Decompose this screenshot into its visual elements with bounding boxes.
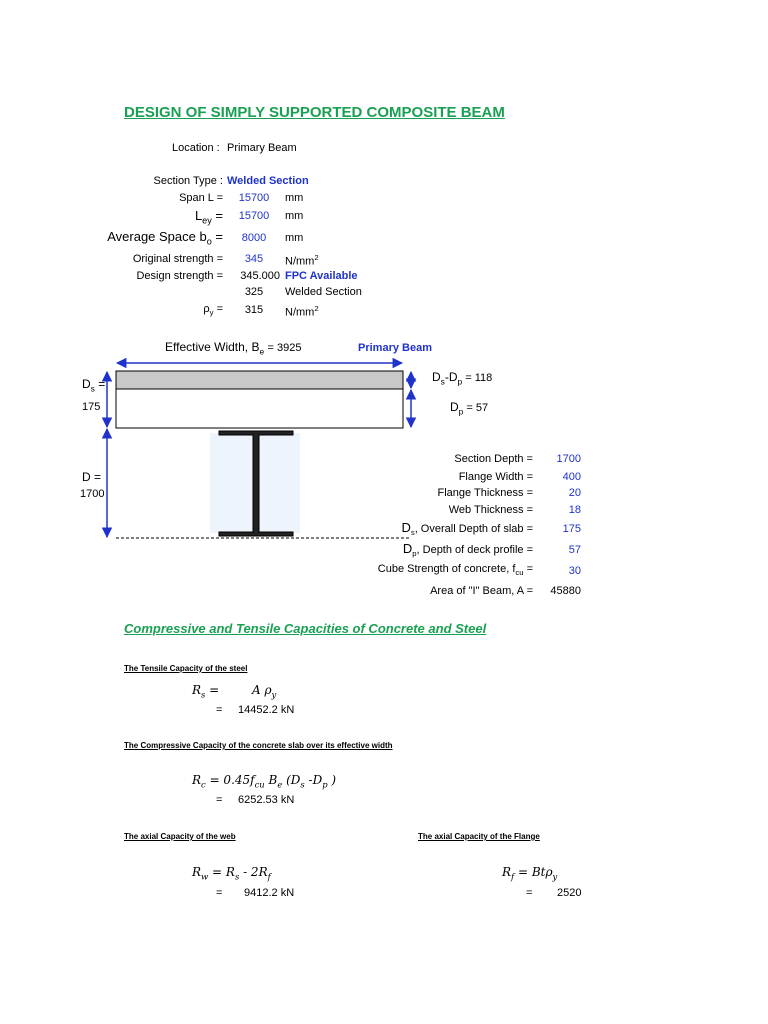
capacities-title: Compressive and Tensile Capacities of Concrete and Steel [124, 621, 487, 636]
web-thickness-label: Web Thickness = [448, 504, 533, 516]
ds-value: 175 [82, 401, 101, 413]
cube-strength-label: Cube Strength of concrete, $f_{cu}$ = [377, 563, 533, 578]
effective-width-label: Effective Width, $B_e = 3925$ [165, 340, 302, 357]
ley-label: $L_{ey}$ = [194, 208, 223, 226]
d-value: 1700 [80, 488, 105, 500]
overall-depth-slab-value: 175 [562, 523, 581, 535]
section-type-value: Welded Section [227, 175, 309, 187]
py-value: 315 [244, 304, 264, 316]
ds-label: $D_s$ = [82, 377, 106, 394]
web-thickness-value: 18 [568, 504, 581, 516]
deck-profile [116, 389, 403, 428]
py-label: $\rho_y$ = [203, 303, 223, 318]
deck-profile-depth-label: $D_p$, Depth of deck profile = [402, 541, 533, 559]
location-label: Location : [172, 142, 220, 154]
web-result: 9412.2 kN [244, 887, 295, 899]
beam-area-value: 45880 [550, 585, 581, 597]
orig-strength-value: 345 [244, 253, 264, 265]
section-depth-value: 1700 [556, 453, 581, 465]
flange-thickness-label: Flange Thickness = [437, 487, 533, 499]
design-strength-value: 345.000 [240, 270, 280, 282]
location-value: Primary Beam [227, 142, 297, 154]
section-type-label: Section Type : [153, 175, 223, 187]
welded-value: 325 [244, 286, 264, 298]
flange-result-equals: = [526, 887, 533, 899]
compressive-formula: $R_c = 0.45f_{cu}$ $B_e$ ($D_s$ $-D_p$ ) [192, 773, 337, 790]
ley-value: 15700 [238, 210, 270, 222]
avg-space-value: 8000 [241, 232, 267, 244]
beam-tag: Primary Beam [358, 342, 432, 354]
orig-strength-label: Original strength = [132, 253, 223, 265]
tensile-result-equals: = [216, 704, 223, 716]
flange-formula: $R_f = Bt\rho_y$ [502, 865, 558, 882]
web-heading: The axial Capacity of the web [124, 832, 236, 841]
span-label: Span L = [179, 192, 223, 204]
compressive-result-equals: = [216, 794, 223, 806]
tensile-formula-rhs: A $\rho_y$ [252, 683, 277, 700]
orig-strength-unit: $N/mm^2$ [285, 253, 319, 268]
ds-dp-label: $D_s-D_p = 118$ [432, 370, 493, 387]
web-formula: $R_w = R_s - 2R_f$ [192, 865, 271, 882]
design-strength-note: FPC Available [285, 270, 358, 282]
flange-heading: The axial Capacity of the Flange [418, 832, 540, 841]
tensile-formula: $R_s$ = [192, 683, 220, 700]
overall-depth-slab-label: $D_s$, Overall Depth of slab = [401, 520, 533, 538]
tensile-result: 14452.2 kN [238, 704, 295, 716]
deck-slab [116, 371, 403, 389]
deck-profile-depth-value: 57 [568, 544, 581, 556]
avg-space-label: Average Space $b_o$ = [107, 229, 223, 247]
page-title: DESIGN OF SIMPLY SUPPORTED COMPOSITE BEAM [124, 104, 505, 121]
flange-thickness-value: 20 [568, 487, 581, 499]
span-value: 15700 [238, 192, 270, 204]
beam-area-label: Area of "I" Beam, A = [430, 585, 533, 597]
cube-strength-value: 30 [568, 565, 581, 577]
welded-note: Welded Section [285, 286, 362, 298]
design-strength-label: Design strength = [136, 270, 223, 282]
ley-unit: mm [285, 210, 304, 222]
tensile-heading: The Tensile Capacity of the steel [124, 664, 248, 673]
avg-space-unit: mm [285, 232, 304, 244]
flange-result: 2520 [557, 887, 582, 899]
compressive-result: 6252.53 kN [238, 794, 295, 806]
dp-label: $D_p = 57$ [450, 400, 489, 417]
section-depth-label: Section Depth = [454, 453, 533, 465]
flange-width-label: Flange Width = [458, 471, 533, 483]
py-unit: $N/mm^2$ [285, 304, 319, 319]
span-unit: mm [285, 192, 304, 204]
flange-width-value: 400 [562, 471, 581, 483]
web-result-equals: = [216, 887, 223, 899]
compressive-heading: The Compressive Capacity of the concrete slab over its effective width [124, 741, 393, 750]
d-label: D = [82, 470, 102, 484]
